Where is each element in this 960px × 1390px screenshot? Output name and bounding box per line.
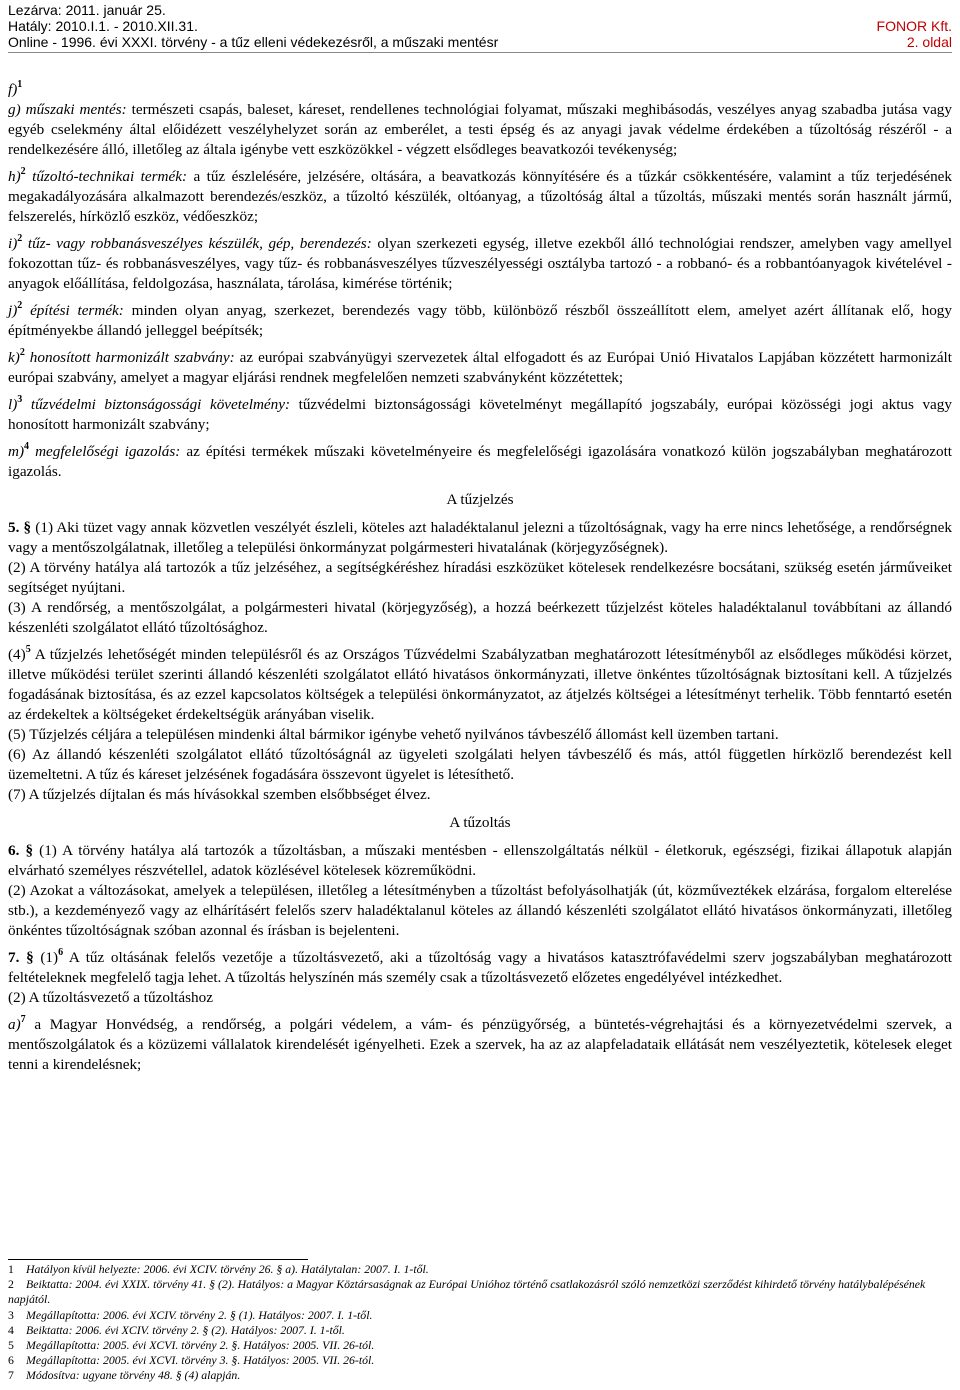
section-5-para-4 [8, 645, 952, 725]
section-5-para-2: (2) A törvény hatálya alá tartozók a tűz jelzéséhez, a segítségkéréshez híradási eszközüket kötelesek rendelkezésre bocsátani, szükség esetén járműveiket segítséget nyújtani. [8, 559, 952, 596]
item-l [8, 395, 952, 435]
section-5-para-4-text: A tűzjelzés lehetőségét minden településről és az Országos Tűzvédelmi Szabályzatban meghatározott létesítményből az elsődleges működési körzet, illetve működési terület szerinti állandó készenléti szolgálatot ellátó hivatásos önkormányzati, illetve önkéntes tűzoltóságnak biztosítani kell. A tűzjelzés fogadásának biztosítása, és az ezzel kapcsolatos költségek a települési önkormányzatot, az átjelzés költségei a létesítményt terhelik. Több fenntartó esetén az érdekeltek a költségeket érdekeltségük arányában viselik. [8, 646, 952, 723]
footnote-ref[interactable]: 2 [17, 300, 23, 311]
section-6-para-1-text: (1) A törvény hatálya alá tartozók a tűzoltásban, a műszaki mentésben - ellenszolgáltatás nélkül - életkoruk, egészségi, fizikai állapotuk alapján elvárható személyes részvétellel, adatok közlésével kötelesek közreműködni. [8, 842, 952, 879]
section-heading-fire-alarm: A tűzjelzés [446, 491, 514, 508]
item-k-term: honosított harmonizált szabvány: [29, 349, 235, 366]
section-5-para-1 [8, 518, 952, 558]
item-l-term: tűzvédelmi biztonságossági követelmény: [30, 396, 291, 413]
page-header [0, 0, 960, 52]
footnote-ref[interactable]: 1 [17, 79, 23, 90]
item-j-term: építési termék: [30, 302, 124, 319]
header-effect-period: Hatály: 2010.I.1. - 2010.XII.31. [8, 18, 198, 34]
section-6-para-2: (2) Azokat a változásokat, amelyek a településen, illetőleg a létesítményben a tűzoltást befolyásolhatják (út, közműveztékek elzárása, forgalom elterelése stb.), a kezdeményező vagy az elhárításért felelős szerv haladéktalanul köteles az állandó készenléti szolgálatot ellátó hivatásos önkormányzati, illetőleg önkéntes tűzoltóságnak szóban azonnal és írásban is bejelenteni. [8, 882, 952, 939]
footnote-ref[interactable]: 6 [58, 947, 64, 958]
item-i-text: olyan szerkezeti egység, illetve ezekből álló technológiai rendszer, amelyben vagy amellyel fokozottan tűz- és robbanásveszélyes, vagy tűz- és robbanásveszélyes tűzveszélyességi osztályba tartozó - a robbanó- és a robbantóanyagok kivételével - anyagok előállítása, feldolgozása, használata, tárolása, kimérése történik; [8, 235, 953, 292]
section-5-para-1-text: (1) Aki tüzet vagy annak közvetlen veszélyét észleli, köteles azt haladéktalanul jelezni a tűzoltóságnak, vagy ha erre nincs lehetősége, a rendőrségnek vagy a mentőszolgálatnak, illetőleg a települési önkormányzat polgármesteri hivatalának (körjegyzőségnek). [8, 519, 952, 556]
footnote-item [8, 1308, 952, 1323]
section-5-para-3: (3) A rendőrség, a mentőszolgálat, a polgármesteri hivatal (körjegyzőség), a hozzá beérkezett tűzjelzést köteles haladéktalanul továbbítani az állandó készenléti szolgálatot ellátó tűzoltósághoz. [8, 599, 952, 636]
footnote-item [8, 1353, 952, 1368]
footnote-number: 4 [8, 1322, 14, 1337]
header-page-number: 2. oldal [906, 34, 952, 50]
item-j-label: j) [8, 302, 18, 319]
section-5-number: 5. § [8, 519, 32, 536]
section-6-para-1 [8, 841, 952, 881]
footnote-number: 6 [8, 1353, 14, 1368]
footnote-ref[interactable]: 2 [19, 347, 25, 358]
header-company: FONOR Kft. [876, 18, 952, 34]
footnote-item [8, 1338, 952, 1353]
item-k [8, 348, 952, 388]
footnote-ref[interactable]: 5 [25, 644, 31, 655]
footnote-text: Megállapította: 2005. évi XCVI. törvény 3. §. Hatályos: 2005. VII. 26-tól. [26, 1353, 375, 1368]
item-m-term: megfelelőségi igazolás: [35, 443, 181, 460]
footnote-divider [8, 1259, 308, 1260]
item-k-label: k) [8, 349, 20, 366]
footnote-number: 1 [8, 1262, 14, 1276]
item-j [8, 301, 952, 341]
header-left [8, 2, 498, 50]
footnote-item [8, 1277, 952, 1307]
footnotes [8, 1262, 952, 1384]
header-right [877, 18, 952, 50]
footnote-number: 2 [8, 1277, 14, 1292]
section-7-para-1-text: A tűz oltásának felelős vezetője a tűzoltásvezető, aki a tűzoltóság vagy a hivatásos katasztrófavédelmi szerv jogszabályban meghatározott feltételeknek megfelelő tagja lehet. A tűzoltás helyszínén más személy csak a tűzoltásvezető előzetes engedélyével intézkedhet. [8, 949, 953, 986]
footnote-item [8, 1262, 952, 1277]
footnote-number: 5 [8, 1338, 14, 1353]
item-i-label: i) [8, 235, 18, 252]
header-online-title: Online - 1996. évi XXXI. törvény - a tűz elleni védekezésről, a műszaki mentésr [8, 34, 499, 50]
header-divider [8, 52, 952, 53]
section-7-para-1 [8, 948, 952, 988]
section-7-item-a-text: a Magyar Honvédség, a rendőrség, a polgári védelem, a vám- és pénzügyőrség, a büntetés-végrehajtási és a környezetvédelmi szervek, a mentőszolgálatok és a közüzemi vállalatok kirendelését igényelheti. Ezek a szervek, ha az az alapfeladataik ellátását nem veszélyeztetik, kötelesek eleget tenni a kirendelésnek; [8, 1016, 952, 1073]
footnote-text: Megállapította: 2005. évi XCVI. törvény 2. §. Hatályos: 2005. VII. 26-tól. [26, 1338, 375, 1353]
footnote-item [8, 1323, 952, 1338]
footnote-text: Hatályon kívül helyezte: 2006. évi XCIV. törvény 26. § a). Hatálytalan: 2007. I. 1-től. [26, 1262, 429, 1276]
section-7-para-2: (2) A tűzoltásvezető a tűzoltáshoz [8, 989, 213, 1006]
item-m [8, 442, 952, 482]
item-h [8, 167, 952, 227]
item-j-text: minden olyan anyag, szerkezet, berendezés vagy több, különböző részből összeállított elem, amelyet azért állítanak elő, hogy építményekbe állandó jelleggel beépítsék; [8, 302, 952, 339]
item-h-label: h) [8, 168, 21, 185]
item-g-label: g) [8, 101, 21, 118]
section-6-number: 6. § [8, 842, 34, 859]
footnote-number: 7 [8, 1368, 14, 1383]
item-m-label: m) [8, 443, 25, 460]
item-l-label: l) [8, 396, 18, 413]
section-5-para-4-prefix: (4) [8, 646, 26, 663]
footnote-ref[interactable]: 2 [20, 166, 26, 177]
footnote-item [8, 1368, 952, 1383]
item-m-text: az építési termékek műszaki követelményeire és megfelelőségi igazolására vonatkozó külön jogszabályban meghatározott igazolás. [8, 443, 953, 480]
item-g-text: természeti csapás, baleset, káreset, rendellenes technológiai folyamat, műszaki meghibásodás, veszélyes anyag szabadba jutása vagy egyéb cselekmény által előidézett veszélyhelyzet során az emberélet, a testi épség és az anyagi javak védelme érdekében a tűzoltóság részéről - a rendelkezésére álló, illetőleg az általa igénybe vett eszközökkel - végzett elsődleges beavatkozói tevékenység; [8, 101, 952, 158]
item-h-term: tűzoltó-technikai termék: [32, 168, 187, 185]
footnote-text: Módosítva: ugyane törvény 48. § (4) alapján. [26, 1368, 241, 1383]
section-5-para-5: (5) Tűzjelzés céljára a településen mindenki által bármikor igénybe vehető nyilvános távbeszélő állomást kell üzemben tartani. [8, 726, 779, 743]
footnote-ref[interactable]: 2 [17, 233, 23, 244]
footnote-ref[interactable]: 3 [17, 394, 23, 405]
document-body [8, 80, 952, 1075]
item-l-text: tűzvédelmi biztonságossági követelményt megállapító jogszabály, európai közösségi jogi aktus vagy honosított harmonizált szabvány; [8, 396, 952, 433]
item-f [8, 80, 952, 100]
footnote-text: Megállapította: 2006. évi XCIV. törvény 2. § (1). Hatályos: 2007. I. 1-től. [26, 1307, 373, 1322]
footnote-text: Beiktatta: 2004. évi XXIX. törvény 41. § (2). Hatályos: a Magyar Köztársaságnak az Európai Unióhoz történő csatlakozásról szóló nemzetközi szerződést kihirdető törvény hatálybalépésének napjától. [8, 1277, 926, 1307]
footnote-ref[interactable]: 4 [24, 441, 30, 452]
section-5-para-7: (7) A tűzjelzés díjtalan és más hívásokkal szemben elsőbbséget élvez. [8, 786, 431, 803]
section-7-number: 7. § [8, 949, 34, 966]
footnote-ref[interactable]: 7 [20, 1014, 26, 1025]
item-g [8, 100, 952, 160]
section-7-para-1-prefix: (1) [33, 949, 59, 966]
header-closed-date: Lezárva: 2011. január 25. [8, 2, 166, 18]
footnote-text: Beiktatta: 2006. évi XCIV. törvény 2. § (2). Hatályos: 2007. I. 1-től. [26, 1322, 345, 1337]
item-f-label: f) [8, 81, 18, 98]
section-5-para-6: (6) Az állandó készenléti szolgálatot ellátó tűzoltóságnál az ügyeleti szolgálati helyen távbeszélő és más, attól független hírközlő berendezést kell üzemeltetni. A tűz és káreset jelzésének fogadására összevont ügyelet is létesíthető. [8, 746, 952, 783]
item-h-text: a tűz észlelésére, jelzésére, oltására, a beavatkozás könnyítésére és a tűzkár csökkentésére, valamint a tűz terjedésének megakadályozására alkalmazott berendezés/eszköz, a tűzoltó készülék, oltóanyag, a tűzoltóság által a tűzoltás, műszaki mentés során használt jármű, felszerelés, hírközlő eszköz, védőeszköz; [8, 168, 953, 225]
section-7-item-a-label: a) [8, 1016, 21, 1033]
section-heading-firefighting: A tűzoltás [449, 814, 511, 831]
item-g-term: műszaki mentés: [25, 101, 127, 118]
item-i [8, 234, 952, 294]
section-7-item-a [8, 1015, 952, 1075]
footnote-number: 3 [8, 1307, 14, 1322]
item-k-text: az európai szabványügyi szervezetek által elfogadott és az Európai Unió Hivatalos Lapjában közzétett harmonizált európai szabvány, amelyet a magyar eljárási rendnek megfelelően nemzeti szabványként közzétettek; [8, 349, 952, 386]
item-i-term: tűz- vagy robbanásveszélyes készülék, gép, berendezés: [27, 235, 372, 252]
